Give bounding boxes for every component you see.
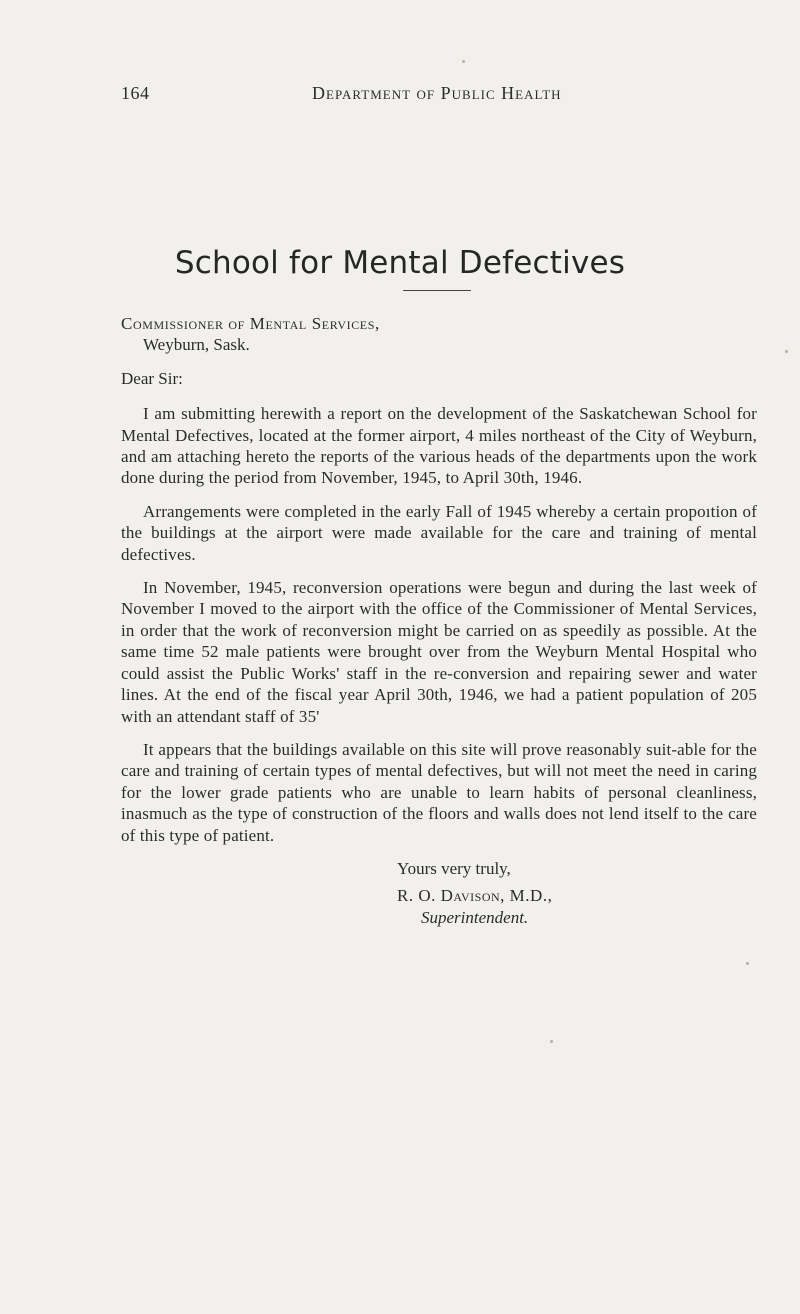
signer-name	[121, 885, 757, 906]
closing: Yours very truly,	[397, 858, 511, 878]
paragraph-3: In November, 1945, reconversion operations were begun and during the last week of November I moved to the airport with the office of the Commissioner of Mental Services, in order that the work of reconversion might be carried on as speedily as possible. At the same time 52 male patients were brought over from the Weyburn Mental Hospital who could assist the Public Works' staff in the re-conversion and repairing sewer and water lines. At the end of the fiscal year April 30th, 1946, we had a patient population of 205 with an attendant staff of 35'	[121, 578, 757, 726]
paper-speck	[746, 962, 749, 965]
running-head	[121, 83, 687, 107]
addressee: Commissioner of Mental Services,	[121, 314, 380, 333]
paper-speck	[550, 1040, 553, 1043]
paragraph-1: I am submitting herewith a report on the development of the Saskatchewan School for Mental Defectives, located at the former airport, 4 miles northeast of the City of Weyburn, and am attaching hereto the reports of the various heads of the departments upon the work done during the period from November, 1945, to April 30th, 1946.	[121, 404, 757, 488]
letter-body	[121, 313, 757, 928]
signer-title: Superintendent.	[421, 907, 529, 927]
paper-speck	[462, 60, 465, 63]
salutation: Dear Sir:	[121, 368, 183, 388]
page-number: 164	[121, 83, 150, 103]
journal-title: Department of Public Health	[312, 83, 562, 103]
title-divider	[403, 290, 471, 291]
signer-name-text: R. O. Davison, M.D.,	[397, 886, 553, 906]
paragraph-4: It appears that the buildings available on this site will prove reasonably suit-able for the care and training of certain types of mental defectives, but will not meet the need in caring for the lower grade patients who are unable to learn habits of personal cleanliness, inasmuch as the type of construction of the floors and walls does not lend itself to the care of this type of patient.	[121, 739, 757, 845]
address-line: Weyburn, Sask.	[143, 335, 250, 355]
paragraph-2: Arrangements were completed in the early Fall of 1945 whereby a certain propoıtion of the buildings at the airport were made available for the care and training of mental defectives.	[121, 501, 757, 564]
document-title: School for Mental Defectives	[174, 244, 626, 281]
paper-speck	[785, 350, 788, 353]
